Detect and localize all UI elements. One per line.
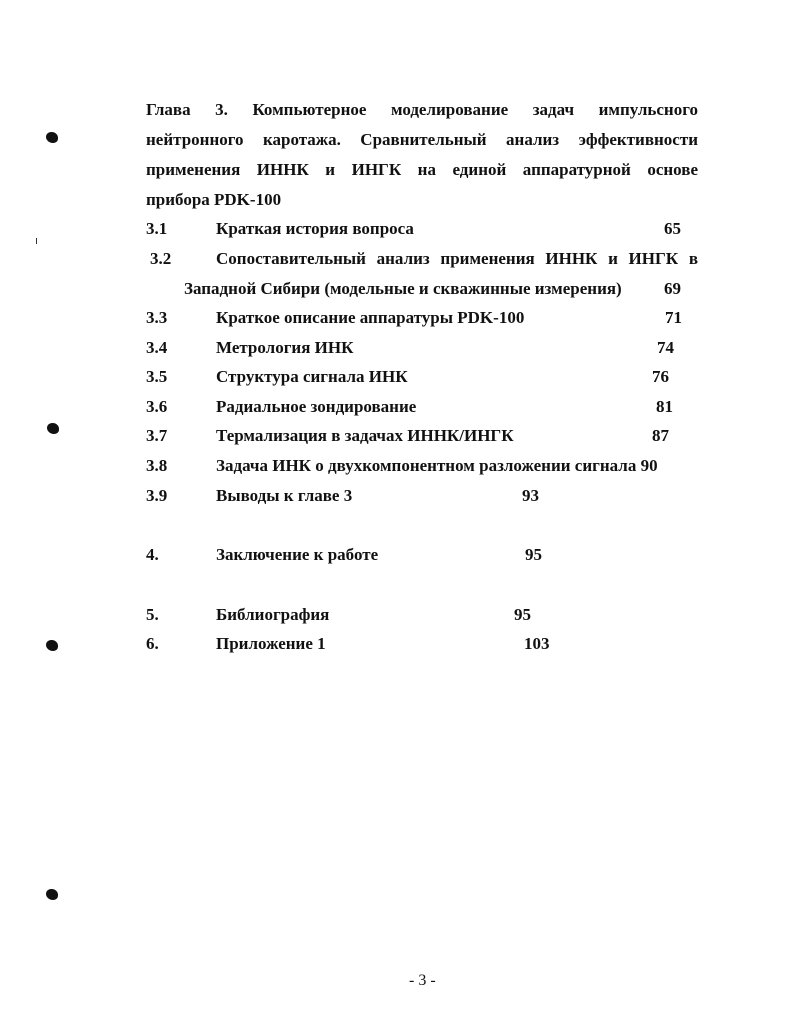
toc-entry-title: Задача ИНК о двухкомпонентном разложении сигнала 90 xyxy=(216,456,658,475)
page-number: - 3 - xyxy=(409,972,436,989)
toc-entry-6 xyxy=(0,632,799,656)
toc-entry-title: Выводы к главе 3 xyxy=(216,486,353,505)
toc-entry-page: 103 xyxy=(524,634,550,653)
toc-entry-3-2 xyxy=(0,247,799,301)
toc-entry-title: Структура сигнала ИНК xyxy=(216,367,408,386)
toc-entry-3-6 xyxy=(0,395,799,419)
toc-entry-number: 3.4 xyxy=(146,338,168,357)
toc-entry-title: Краткая история вопроса xyxy=(216,219,414,238)
toc-entry-page: 93 xyxy=(522,486,539,505)
toc-entry-title: Метрология ИНК xyxy=(216,338,354,357)
toc-entry-title: Термализация в задачах ИННК/ИНГК xyxy=(216,426,514,445)
toc-entry-number: 6. xyxy=(146,634,159,653)
toc-entry-title-line: Сопоставительный анализ применения ИННК и ИНГК в xyxy=(216,249,698,268)
chapter-heading-line: нейтронного каротажа. Сравнительный анализ эффективности xyxy=(146,130,698,149)
toc-entry-title: Краткое описание аппаратуры PDK-100 xyxy=(216,308,525,327)
toc-entry-3-3 xyxy=(0,306,799,330)
toc-entry-page: 87 xyxy=(652,426,669,445)
toc-entry-3-4 xyxy=(0,336,799,360)
toc-entry-page: 76 xyxy=(652,367,669,386)
toc-entry-5 xyxy=(0,603,799,627)
toc-entry-page: 74 xyxy=(657,338,674,357)
toc-entry-number: 3.2 xyxy=(150,249,172,268)
toc-entry-number: 3.1 xyxy=(146,219,168,238)
toc-entry-page: 65 xyxy=(664,219,681,238)
toc-entry-3-7 xyxy=(0,424,799,448)
toc-entry-page: 71 xyxy=(665,308,682,327)
toc-entry-page: 69 xyxy=(664,279,681,298)
scan-mark xyxy=(46,889,58,900)
toc-entry-number: 3.7 xyxy=(146,426,168,445)
scan-mark xyxy=(46,132,58,143)
toc-entry-page: 95 xyxy=(525,545,542,564)
toc-entry-title: Приложение 1 xyxy=(216,634,326,653)
toc-entry-3-1 xyxy=(0,217,799,241)
toc-entry-number: 4. xyxy=(146,545,159,564)
toc-entry-number: 3.6 xyxy=(146,397,168,416)
chapter-heading-line: Глава 3. Компьютерное моделирование задач импульсного xyxy=(146,100,698,119)
toc-entry-number: 3.3 xyxy=(146,308,168,327)
toc-entry-3-9 xyxy=(0,484,799,508)
toc-entry-number: 3.5 xyxy=(146,367,168,386)
toc-entry-3-8 xyxy=(0,454,799,478)
toc-entry-3-5 xyxy=(0,365,799,389)
chapter-heading xyxy=(146,95,698,215)
toc-entry-title: Библиография xyxy=(216,605,330,624)
toc-entry-number: 5. xyxy=(146,605,159,624)
toc-entry-4 xyxy=(0,543,799,567)
toc-entry-number: 3.8 xyxy=(146,456,168,475)
toc-entry-title: Заключение к работе xyxy=(216,545,379,564)
toc-entry-title-line: Западной Сибири (модельные и скважинные измерения) xyxy=(184,279,622,298)
chapter-heading-line: применения ИННК и ИНГК на единой аппаратурной основе xyxy=(146,160,698,179)
chapter-heading-line: прибора PDK-100 xyxy=(146,190,282,209)
toc-entry-title: Радиальное зондирование xyxy=(216,397,417,416)
toc-entry-page: 95 xyxy=(514,605,531,624)
toc-entry-page: 81 xyxy=(656,397,673,416)
toc-entry-number: 3.9 xyxy=(146,486,168,505)
